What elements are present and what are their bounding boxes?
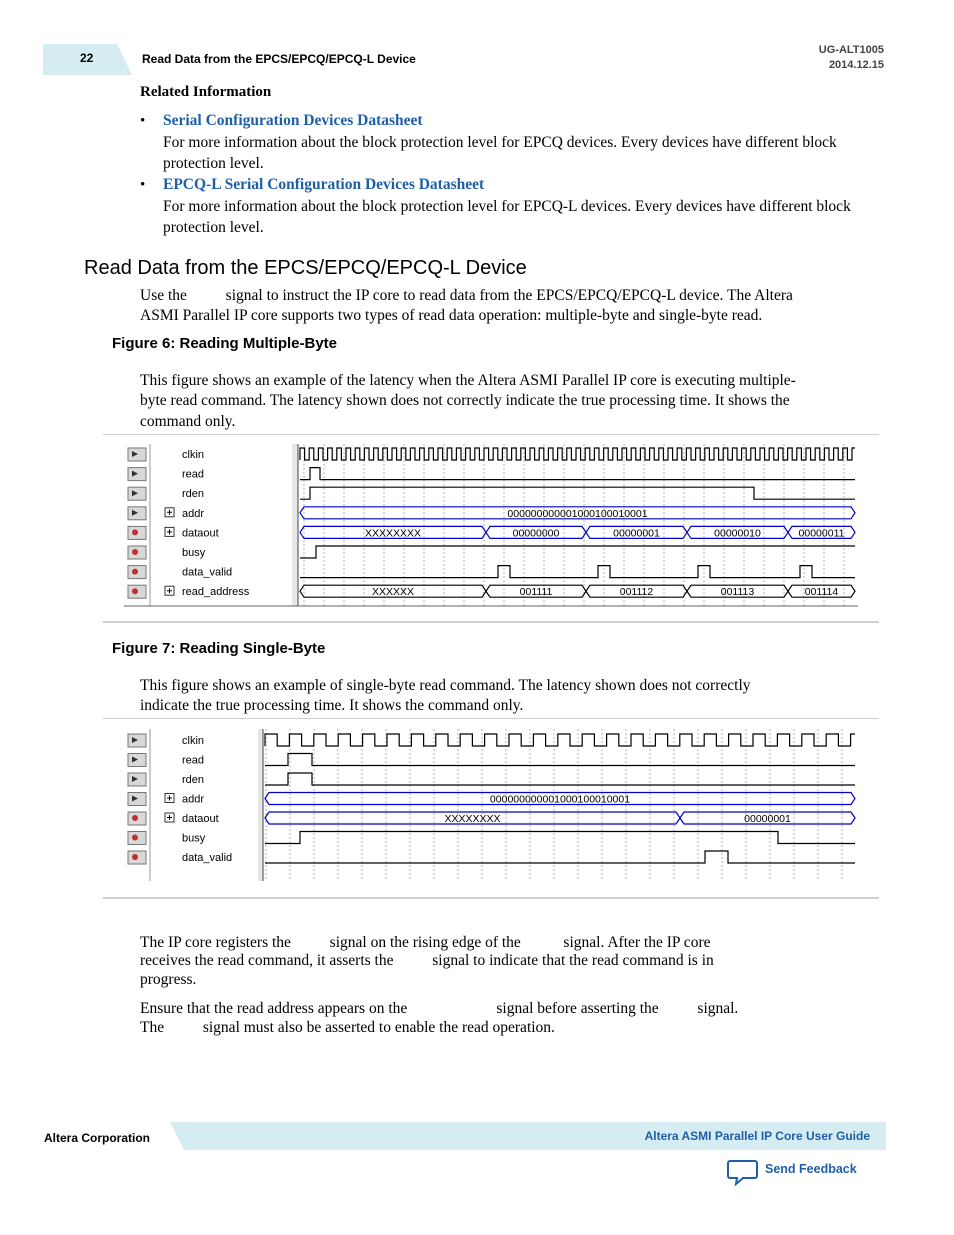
signal-name-label: read_address <box>182 586 250 599</box>
signal-name-label: clkin <box>182 735 205 747</box>
busy-wave <box>300 546 855 558</box>
output-pin-icon <box>132 569 138 575</box>
read-wave <box>265 754 855 766</box>
footer-company: Altera Corporation <box>44 1131 151 1145</box>
signal-name-label: busy <box>182 547 206 559</box>
dataout-bus-value: 00000001 <box>744 813 791 825</box>
read-wave <box>300 468 855 480</box>
dataout-bus-value: XXXXXXXX <box>444 813 501 825</box>
signal-pin-icon <box>128 487 146 500</box>
dataout-bus-value: 00000000 <box>512 527 560 540</box>
feedback-icon[interactable] <box>727 1158 759 1186</box>
figure7-desc-line2: indicate the true processing time. It shows the command only. <box>140 697 524 714</box>
doc-id: UG-ALT1005 <box>818 44 884 56</box>
dataout-bus-value: 00000001 <box>613 527 660 540</box>
addr-bus-value: 000000000001000100010001 <box>507 507 648 520</box>
data-valid-wave <box>300 566 855 578</box>
read-address-bus-value: 001111 <box>519 586 553 599</box>
figure6-waveform <box>124 444 858 608</box>
read-address-bus-value: 001114 <box>804 586 839 599</box>
figure6-desc-line1: This figure shows an example of the latency when the Altera ASMI Parallel IP core is executing multiple- <box>140 372 796 389</box>
read-address-bus-value: 001112 <box>619 586 654 599</box>
figure6-bottom-rule <box>103 621 879 623</box>
footer-guide-title: Altera ASMI Parallel IP Core User Guide <box>644 1129 870 1143</box>
output-pin-icon <box>132 549 138 555</box>
closing-p1-line2: receives the read command, it asserts the signal to indicate that the read command is in <box>140 952 714 969</box>
send-feedback-link[interactable]: Send Feedback <box>765 1162 857 1176</box>
related-info-text-1: For more information about the block protection level for EPCQ devices. Every devices have different block protection level. <box>163 134 837 172</box>
section-title: Read Data from the EPCS/EPCQ/EPCQ-L Device <box>84 257 527 279</box>
signal-name-label: clkin <box>182 449 205 461</box>
rden-wave <box>265 773 855 785</box>
signal-name-label: dataout <box>182 813 219 825</box>
closing-p1-line3: progress. <box>140 971 197 988</box>
signal-name-label: data_valid <box>182 852 233 864</box>
closing-p2-line1: Ensure that the read address appears on the signal before asserting the signal. <box>140 1000 739 1017</box>
signal-name-label: rden <box>182 488 205 501</box>
output-pin-icon <box>132 815 138 821</box>
dataout-bus-value: XXXXXXXX <box>364 527 422 540</box>
signal-name-label: addr <box>182 793 205 806</box>
read-address-bus-value: XXXXXX <box>371 586 415 599</box>
figure7-bottom-rule <box>103 897 879 899</box>
signal-name-label: busy <box>182 832 206 845</box>
read-address-bus-value: 001113 <box>720 586 755 599</box>
dataout-bus-value: 00000011 <box>798 527 845 540</box>
figure6-desc-line2: byte read command. The latency shown does not correctly indicate the true processing time. It shows the <box>140 392 790 409</box>
figure7-caption: Figure 7: Reading Single-Byte <box>112 640 326 657</box>
closing-p1-line1: The IP core registers the signal on the rising edge of the signal. After the IP core <box>140 934 711 951</box>
data-valid-wave <box>265 851 855 863</box>
signal-name-label: read <box>182 468 205 481</box>
dataout-bus-value: 00000010 <box>714 527 761 540</box>
figure6-caption: Figure 6: Reading Multiple-Byte <box>112 335 338 352</box>
doc-id-block <box>819 43 884 73</box>
output-pin-icon <box>132 835 138 841</box>
rden-wave <box>300 487 855 499</box>
figure6-desc-line3: command only. <box>140 413 236 430</box>
page-number: 22 <box>80 51 94 65</box>
busy-wave <box>265 832 855 844</box>
output-pin-icon <box>132 588 138 594</box>
bullet-dot: • <box>140 113 146 129</box>
link-serial-config-datasheet[interactable]: Serial Configuration Devices Datasheet <box>163 112 423 129</box>
signal-name-label: dataout <box>182 527 219 540</box>
signal-name-label: data_valid <box>182 566 233 579</box>
closing-p2-line2: The signal must also be asserted to enable the read operation. <box>140 1019 555 1036</box>
signal-name-label: addr <box>182 507 205 520</box>
signal-name-label: rden <box>182 774 205 786</box>
figure7-top-rule <box>103 718 879 719</box>
link-epcq-l-datasheet[interactable]: EPCQ-L Serial Configuration Devices Datasheet <box>163 176 485 193</box>
doc-date: 2014.12.15 <box>828 59 884 71</box>
section-intro-line2: ASMI Parallel IP core supports two types of read data operation: multiple-byte and single-byte read. <box>140 307 763 324</box>
figure7-waveform <box>124 729 858 883</box>
section-intro-line1: Use the signal to instruct the IP core to read data from the EPCS/EPCQ/EPCQ-L device. The Altera <box>140 287 793 304</box>
header-title: Read Data from the EPCS/EPCQ/EPCQ-L Device <box>142 52 416 66</box>
clkin-wave <box>300 448 855 460</box>
signal-pin-icon <box>128 468 146 481</box>
output-pin-icon <box>132 529 138 535</box>
addr-bus-value: 000000000001000100010001 <box>489 793 631 806</box>
clkin-wave <box>265 734 855 746</box>
bullet-dot: • <box>140 177 146 193</box>
related-info-heading: Related Information <box>140 84 272 100</box>
figure6-top-rule <box>103 434 879 435</box>
output-pin-icon <box>132 854 138 860</box>
signal-name-label: read <box>182 754 205 767</box>
related-info-text-2: For more information about the block protection level for EPCQ-L devices. Every devices have different block protection level. <box>163 198 851 236</box>
figure7-desc-line1: This figure shows an example of single-byte read command. The latency shown does not correctly <box>140 677 751 694</box>
